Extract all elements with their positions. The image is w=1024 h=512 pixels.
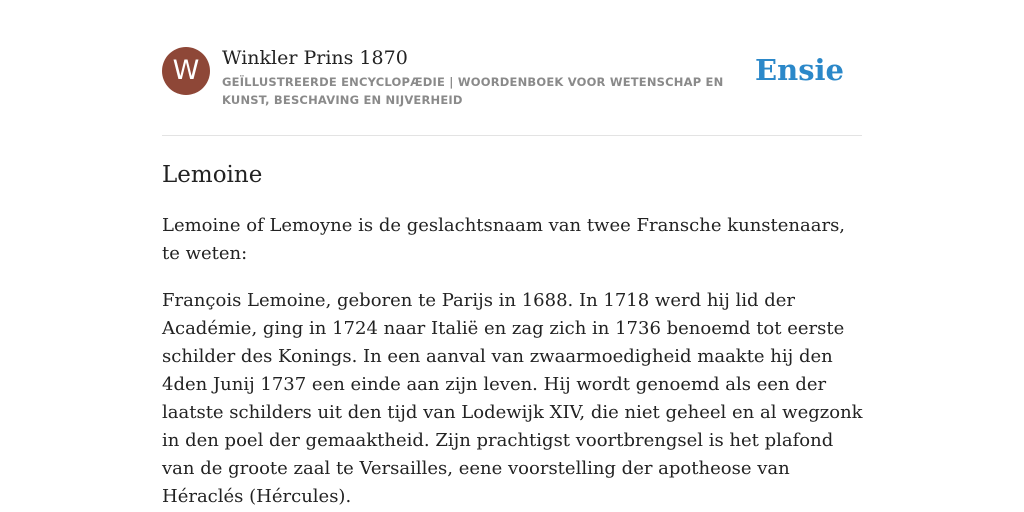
source-title[interactable]: Winkler Prins 1870 (222, 47, 408, 69)
ensie-logo[interactable]: Ensie (755, 53, 844, 87)
source-avatar[interactable]: W (162, 47, 210, 95)
article-paragraph: François Lemoine, geboren te Parijs in 1688. In 1718 werd hij lid der Académie, ging in 1724 naar Italië en zag zich in 1736 benoemd tot eerste schilder des Konings. In een aanval van zwaarmoedigheid maakte hij den 4den Junij 1737 een einde aan zijn leven. Hij wordt genoemd als een der laatste schilders uit den tijd van Lodewijk XIV, die niet geheel en al wegzonk in den poel der gemaaktheid. Zijn prachtigst voortbrengsel is het plafond van de groote zaal te Versailles, eene voorstelling der apotheose van Héraclés (Hércules). (162, 290, 863, 507)
article-title: Lemoine (162, 162, 263, 188)
article-body (162, 212, 867, 512)
source-subtitle: GEÏLLUSTREERDE ENCYCLOPÆDIE | WOORDENBOEK VOOR WETENSCHAP EN KUNST, BESCHAVING EN NIJVERHEID (222, 75, 724, 107)
source-header (162, 44, 862, 136)
article-paragraph: Lemoine of Lemoyne is de geslachtsnaam van twee Fransche kunstenaars, te weten: (162, 215, 846, 264)
